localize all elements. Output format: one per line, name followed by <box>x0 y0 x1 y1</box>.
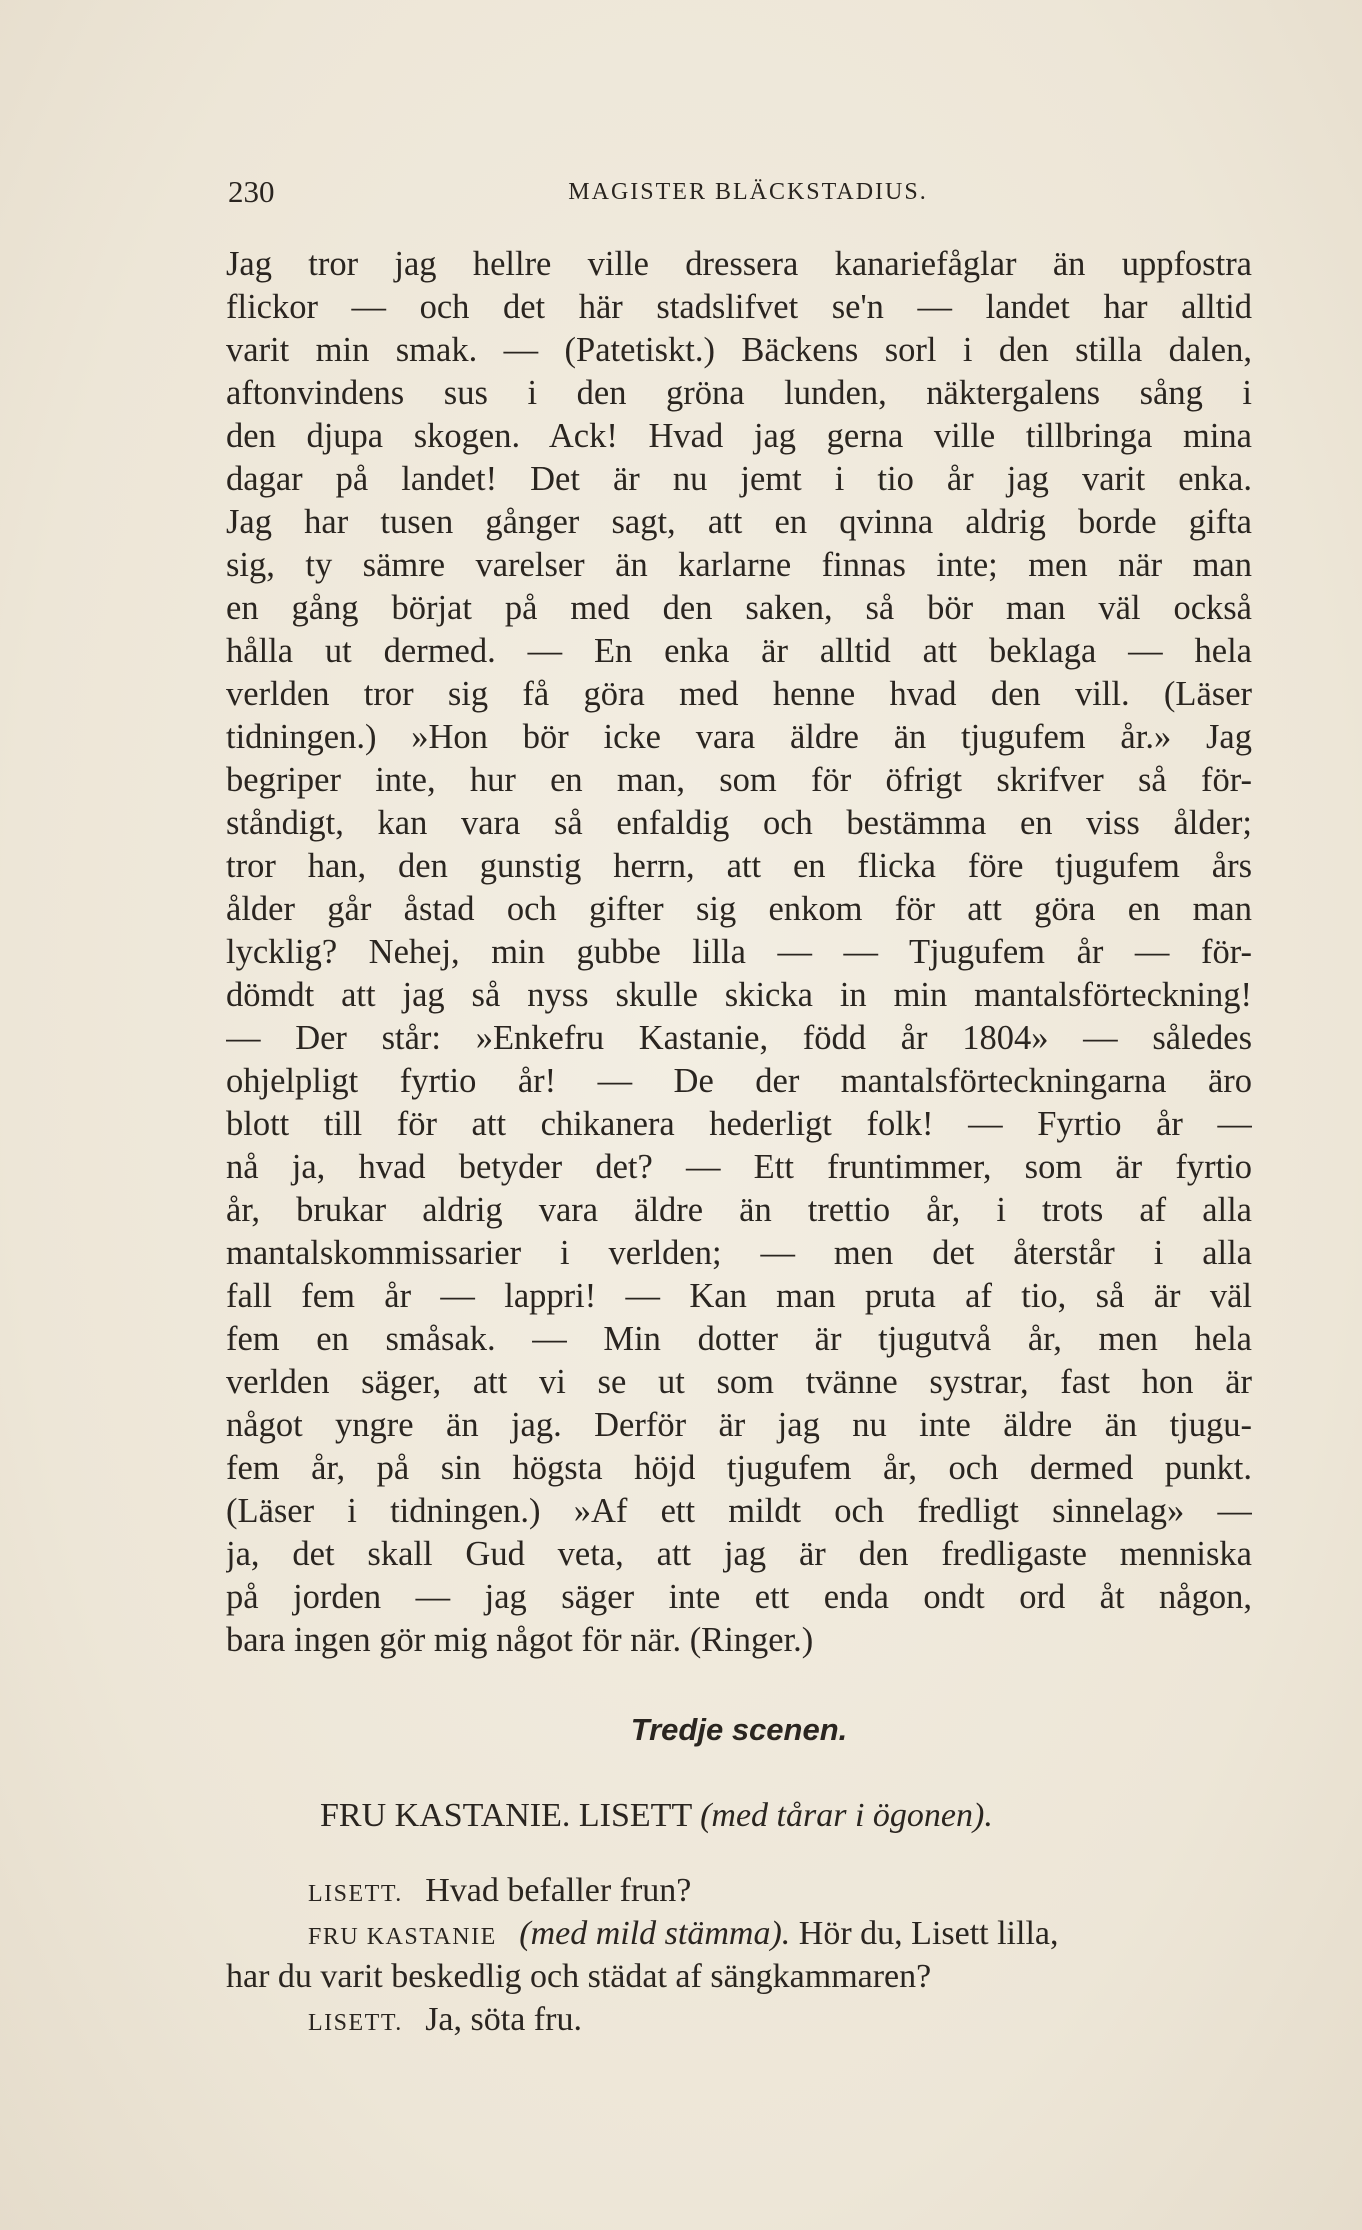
text-line: den djupa skogen. Ack! Hvad jag gerna ville tillbringa mina <box>226 417 1252 455</box>
text-line: ohjelpligt fyrtio år! — De der mantalsförteckningarna äro <box>226 1062 1252 1100</box>
page-header <box>228 172 1268 212</box>
dialogue-line <box>226 1869 1252 1912</box>
text-line: (Läser i tidningen.) »Af ett mildt och fredligt sinnelag» — <box>226 1492 1252 1530</box>
dialogue-text: Hvad befaller frun? <box>425 1872 692 1909</box>
scene-characters <box>320 1794 1280 1838</box>
text-line: dömdt att jag så nyss skulle skicka in min mantalsförteckning! <box>226 976 1252 1014</box>
dialogue-line: har du varit beskedlig och städat af sängkammaren? <box>226 1958 932 1995</box>
text-line: fem en småsak. — Min dotter är tjugutvå år, men hela <box>226 1320 1252 1358</box>
character-list: FRU KASTANIE. LISETT <box>320 1797 692 1834</box>
text-line: tidningen.) »Hon bör icke vara äldre än tjugufem år.» Jag <box>226 718 1252 756</box>
text-line: begriper inte, hur en man, som för öfrigt skrifver så för- <box>226 761 1252 799</box>
page-number: 230 <box>228 174 275 209</box>
text-line: bara ingen gör mig något för när. (Ringer.) <box>226 1621 814 1659</box>
text-line: sig, ty sämre varelser än karlarne finnas inte; men när man <box>226 546 1252 584</box>
text-line: en gång börjat på med den saken, så bör man väl också <box>226 589 1252 627</box>
text-line: tror han, den gunstig herrn, att en flicka före tjugufem års <box>226 847 1252 885</box>
stage-direction: (med tårar i ögonen). <box>700 1797 993 1834</box>
stage-direction: (med mild stämma). <box>519 1915 791 1952</box>
dialogue-line <box>226 1912 1252 1955</box>
text-line: mantalskommissarier i verlden; — men det återstår i alla <box>226 1234 1252 1272</box>
text-line: fall fem år — lappri! — Kan man pruta af tio, så är väl <box>226 1277 1252 1315</box>
speaker-name: FRU KASTANIE <box>308 1924 497 1950</box>
speaker-name: LISETT. <box>308 1881 403 1907</box>
text-line: aftonvindens sus i den gröna lunden, näktergalens sång i <box>226 374 1252 412</box>
text-line: något yngre än jag. Derför är jag nu inte äldre än tjugu- <box>226 1406 1252 1444</box>
text-line: verlden tror sig få göra med henne hvad den vill. (Läser <box>226 675 1252 713</box>
text-line: fem år, på sin högsta höjd tjugufem år, och dermed punkt. <box>226 1449 1252 1487</box>
scene-title: Tredje scenen. <box>630 1712 848 1747</box>
text-line: på jorden — jag säger inte ett enda ondt ord åt någon, <box>226 1578 1252 1616</box>
text-line: ståndigt, kan vara så enfaldig och bestämma en viss ålder; <box>226 804 1252 842</box>
text-line: — Der står: »Enkefru Kastanie, född år 1804» — således <box>226 1019 1252 1057</box>
text-line: ålder går åstad och gifter sig enkom för att göra en man <box>226 890 1252 928</box>
text-line: hålla ut dermed. — En enka är alltid att beklaga — hela <box>226 632 1252 670</box>
text-line: varit min smak. — (Patetiskt.) Bäckens sorl i den stilla dalen, <box>226 331 1252 369</box>
text-line: dagar på landet! Det är nu jemt i tio år jag varit enka. <box>226 460 1252 498</box>
text-line: verlden säger, att vi se ut som tvänne systrar, fast hon är <box>226 1363 1252 1401</box>
speaker-name: LISETT. <box>308 2010 403 2036</box>
dialogue-text: Hör du, Lisett lilla, <box>798 1915 1059 1952</box>
dialogue-block <box>226 1869 1252 2041</box>
text-line: år, brukar aldrig vara äldre än trettio år, i trots af alla <box>226 1191 1252 1229</box>
dialogue-line <box>226 1998 1252 2041</box>
running-head: MAGISTER BLÄCKSTADIUS. <box>568 179 928 205</box>
monologue-text <box>226 243 1252 1662</box>
text-line: Jag tror jag hellre ville dressera kanariefåglar än uppfostra <box>226 245 1252 283</box>
text-line: ja, det skall Gud veta, att jag är den fredligaste menniska <box>226 1535 1252 1573</box>
text-line: blott till för att chikanera hederligt folk! — Fyrtio år — <box>226 1105 1252 1143</box>
text-line: flickor — och det här stadslifvet se'n — landet har alltid <box>226 288 1252 326</box>
text-line: Jag har tusen gånger sagt, att en qvinna aldrig borde gifta <box>226 503 1252 541</box>
text-line: nå ja, hvad betyder det? — Ett fruntimmer, som är fyrtio <box>226 1148 1252 1186</box>
dialogue-text: Ja, söta fru. <box>425 2001 582 2038</box>
text-line: lycklig? Nehej, min gubbe lilla — — Tjugufem år — för- <box>226 933 1252 971</box>
